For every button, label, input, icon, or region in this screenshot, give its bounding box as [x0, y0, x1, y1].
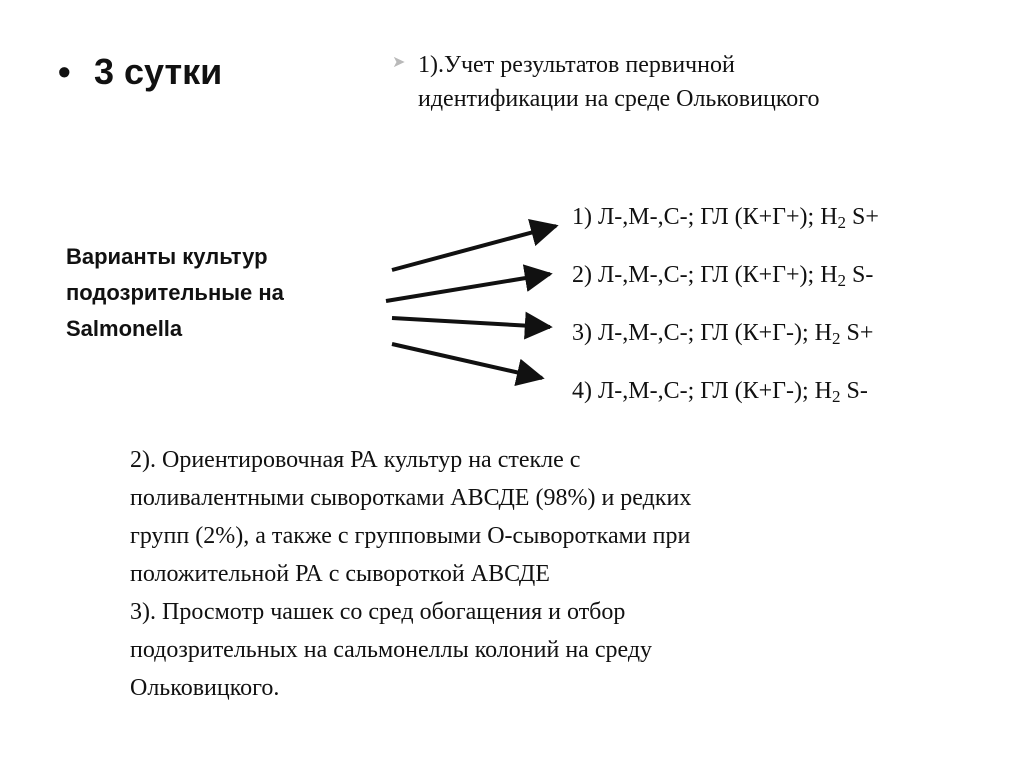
result-row: 3) Л-,М-,С-; ГЛ (К+Г-); $Н_2$ S+ [572, 320, 874, 348]
step-1-line: идентификации на среде Ольковицкого [418, 86, 820, 112]
steps-line: групп (2%), а также с групповыми О-сыворотками при [130, 523, 691, 549]
result-row: 4) Л-,М-,С-; ГЛ (К+Г-); $Н_2$ S- [572, 378, 868, 406]
steps-line: Ольковицкого. [130, 675, 280, 701]
variants-line: подозрительные на [66, 280, 284, 305]
title-bullet: • [58, 51, 71, 92]
result-row: 1) Л-,М-,С-; ГЛ (К+Г+); $Н_2$ S+ [572, 204, 879, 232]
steps-line: 2). Ориентировочная РА культур на стекле с [130, 447, 581, 473]
steps-line: положительной РА с сывороткой АВСДЕ [130, 561, 550, 587]
arrow-to-result-2 [386, 274, 550, 301]
steps-line: подозрительных на сальмонеллы колоний на среду [130, 637, 653, 663]
steps-line: поливалентными сыворотками АВСДЕ (98%) и редких [130, 485, 692, 511]
arrow-right-bullet-icon: ➤ [392, 52, 406, 71]
variants-line: Варианты культур [66, 244, 268, 269]
arrow-to-result-1 [392, 226, 556, 270]
variants-line: Salmonella [66, 316, 183, 341]
title-text: 3 сутки [94, 51, 223, 92]
result-row: 2) Л-,М-,С-; ГЛ (К+Г+); $Н_2$ S- [572, 262, 874, 290]
steps-2-3-text [130, 441, 990, 707]
step-1-line: 1).Учет результатов первичной [418, 52, 735, 78]
steps-line: 3). Просмотр чашек со сред обогащения и отбор [130, 599, 626, 625]
arrow-to-result-4 [392, 344, 542, 378]
arrow-to-result-3 [392, 318, 550, 327]
